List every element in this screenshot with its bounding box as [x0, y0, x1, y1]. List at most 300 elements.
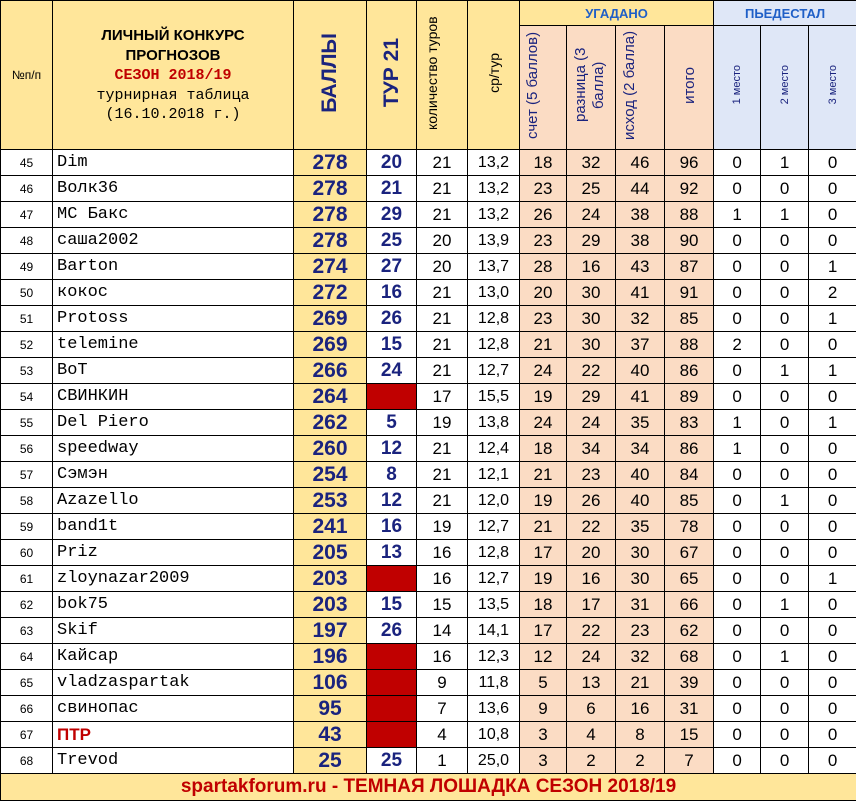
outcome-cell: 21 [616, 670, 665, 696]
place2-cell: 0 [761, 540, 809, 566]
place3-cell: 1 [809, 410, 856, 436]
outcome-cell: 31 [616, 592, 665, 618]
tour-cell: 24 [367, 358, 417, 384]
total-cell: 62 [665, 618, 714, 644]
place2-cell: 0 [761, 514, 809, 540]
tour-cell: 13 [367, 540, 417, 566]
outcome-cell: 44 [616, 176, 665, 202]
points-cell: 269 [294, 306, 367, 332]
diff-cell: 30 [567, 280, 616, 306]
player-name: Azazello [53, 488, 294, 514]
diff-cell: 29 [567, 228, 616, 254]
tours-count-cell: 21 [417, 488, 468, 514]
score-cell: 12 [520, 644, 567, 670]
place3-cell: 0 [809, 228, 856, 254]
outcome-cell: 2 [616, 748, 665, 774]
avg-cell: 13,8 [468, 410, 520, 436]
table-row [1, 514, 856, 540]
outcome-cell: 8 [616, 722, 665, 748]
score-cell: 21 [520, 514, 567, 540]
place3-cell: 1 [809, 566, 856, 592]
score-cell: 24 [520, 358, 567, 384]
outcome-cell: 16 [616, 696, 665, 722]
place2-cell: 1 [761, 150, 809, 176]
player-name: bok75 [53, 592, 294, 618]
score-cell: 19 [520, 566, 567, 592]
avg-cell: 13,9 [468, 228, 520, 254]
place1-cell: 0 [714, 150, 761, 176]
tour-cell: 25 [367, 748, 417, 774]
tours-count-cell: 21 [417, 176, 468, 202]
date-label: (16.10.2018 г.) [105, 106, 241, 123]
header-podium: ПЬЕДЕСТАЛ [714, 1, 856, 26]
place1-cell: 0 [714, 176, 761, 202]
place3-cell: 0 [809, 332, 856, 358]
table-row [1, 592, 856, 618]
diff-cell: 34 [567, 436, 616, 462]
outcome-cell: 34 [616, 436, 665, 462]
player-name: Сэмэн [53, 462, 294, 488]
tour-cell: 16 [367, 280, 417, 306]
table-row [1, 436, 856, 462]
header-tour: ТУР 21 [367, 1, 417, 150]
outcome-cell: 35 [616, 410, 665, 436]
outcome-cell: 30 [616, 566, 665, 592]
total-cell: 96 [665, 150, 714, 176]
avg-cell: 13,5 [468, 592, 520, 618]
table-row [1, 176, 856, 202]
title-line2: ПРОГНОЗОВ [125, 47, 221, 64]
diff-cell: 32 [567, 150, 616, 176]
total-cell: 39 [665, 670, 714, 696]
place2-cell: 0 [761, 748, 809, 774]
outcome-cell: 46 [616, 150, 665, 176]
place2-cell: 0 [761, 436, 809, 462]
diff-cell: 24 [567, 410, 616, 436]
score-cell: 21 [520, 462, 567, 488]
total-cell: 91 [665, 280, 714, 306]
diff-cell: 4 [567, 722, 616, 748]
total-cell: 78 [665, 514, 714, 540]
table-row [1, 410, 856, 436]
header-total: итого [665, 26, 714, 150]
tours-count-cell: 19 [417, 410, 468, 436]
header-place3: 3 место [809, 26, 856, 150]
place3-cell: 0 [809, 150, 856, 176]
tours-count-cell: 21 [417, 150, 468, 176]
diff-cell: 22 [567, 618, 616, 644]
place1-cell: 0 [714, 748, 761, 774]
place2-cell: 0 [761, 176, 809, 202]
total-cell: 67 [665, 540, 714, 566]
player-name: vladzaspartak [53, 670, 294, 696]
player-name: Dim [53, 150, 294, 176]
row-number: 51 [1, 306, 53, 332]
place1-cell: 0 [714, 722, 761, 748]
tours-count-cell: 21 [417, 202, 468, 228]
tours-count-cell: 16 [417, 566, 468, 592]
diff-cell: 30 [567, 332, 616, 358]
place1-cell: 0 [714, 280, 761, 306]
diff-cell: 22 [567, 514, 616, 540]
player-name: zloynazar2009 [53, 566, 294, 592]
avg-cell: 15,5 [468, 384, 520, 410]
place2-cell: 0 [761, 722, 809, 748]
tours-count-cell: 17 [417, 384, 468, 410]
outcome-cell: 32 [616, 644, 665, 670]
outcome-cell: 40 [616, 488, 665, 514]
player-name: Del Piero [53, 410, 294, 436]
diff-cell: 24 [567, 202, 616, 228]
tours-count-cell: 1 [417, 748, 468, 774]
place3-cell: 0 [809, 436, 856, 462]
tour-cell: 16 [367, 514, 417, 540]
score-cell: 17 [520, 540, 567, 566]
tour-cell [367, 566, 417, 592]
tours-count-cell: 21 [417, 462, 468, 488]
place2-cell: 1 [761, 202, 809, 228]
diff-cell: 29 [567, 384, 616, 410]
header-title [53, 1, 294, 150]
tours-count-cell: 21 [417, 332, 468, 358]
total-cell: 83 [665, 410, 714, 436]
row-number: 60 [1, 540, 53, 566]
row-number: 66 [1, 696, 53, 722]
diff-cell: 17 [567, 592, 616, 618]
player-name: СВИНКИН [53, 384, 294, 410]
points-cell: 253 [294, 488, 367, 514]
points-cell: 43 [294, 722, 367, 748]
diff-cell: 23 [567, 462, 616, 488]
place2-cell: 0 [761, 384, 809, 410]
row-number: 65 [1, 670, 53, 696]
place3-cell: 0 [809, 696, 856, 722]
place1-cell: 1 [714, 202, 761, 228]
table-row [1, 280, 856, 306]
tours-count-cell: 7 [417, 696, 468, 722]
points-cell: 278 [294, 176, 367, 202]
points-cell: 278 [294, 202, 367, 228]
points-cell: 205 [294, 540, 367, 566]
tour-cell [367, 384, 417, 410]
place1-cell: 0 [714, 358, 761, 384]
total-cell: 86 [665, 436, 714, 462]
row-number: 46 [1, 176, 53, 202]
table-row [1, 488, 856, 514]
total-cell: 66 [665, 592, 714, 618]
place3-cell: 0 [809, 462, 856, 488]
outcome-cell: 23 [616, 618, 665, 644]
place1-cell: 0 [714, 254, 761, 280]
outcome-cell: 32 [616, 306, 665, 332]
place1-cell: 2 [714, 332, 761, 358]
diff-cell: 6 [567, 696, 616, 722]
place2-cell: 0 [761, 696, 809, 722]
tours-count-cell: 16 [417, 644, 468, 670]
player-name: telemine [53, 332, 294, 358]
header-score: счет (5 баллов) [520, 26, 567, 150]
player-name: свинопас [53, 696, 294, 722]
diff-cell: 24 [567, 644, 616, 670]
title-line1: ЛИЧНЫЙ КОНКУРС [101, 27, 245, 44]
table-row [1, 644, 856, 670]
outcome-cell: 41 [616, 280, 665, 306]
table-row [1, 384, 856, 410]
diff-cell: 20 [567, 540, 616, 566]
place3-cell: 0 [809, 384, 856, 410]
diff-cell: 13 [567, 670, 616, 696]
score-cell: 18 [520, 436, 567, 462]
tours-count-cell: 21 [417, 280, 468, 306]
player-name: Protoss [53, 306, 294, 332]
place2-cell: 0 [761, 462, 809, 488]
diff-cell: 16 [567, 254, 616, 280]
header-guessed: УГАДАНО [520, 1, 714, 26]
place2-cell: 0 [761, 332, 809, 358]
player-name: кокос [53, 280, 294, 306]
diff-cell: 22 [567, 358, 616, 384]
place2-cell: 0 [761, 410, 809, 436]
player-name: ПТР [53, 722, 294, 748]
avg-cell: 12,4 [468, 436, 520, 462]
row-number: 49 [1, 254, 53, 280]
tour-cell: 12 [367, 436, 417, 462]
points-cell: 278 [294, 228, 367, 254]
place3-cell: 0 [809, 670, 856, 696]
table-row [1, 306, 856, 332]
tour-cell: 8 [367, 462, 417, 488]
place2-cell: 0 [761, 228, 809, 254]
diff-cell: 26 [567, 488, 616, 514]
diff-cell: 16 [567, 566, 616, 592]
outcome-cell: 38 [616, 202, 665, 228]
row-number: 45 [1, 150, 53, 176]
tours-count-cell: 14 [417, 618, 468, 644]
score-cell: 9 [520, 696, 567, 722]
place1-cell: 1 [714, 436, 761, 462]
player-name: BoT [53, 358, 294, 384]
score-cell: 18 [520, 592, 567, 618]
row-number: 67 [1, 722, 53, 748]
place2-cell: 0 [761, 618, 809, 644]
score-cell: 18 [520, 150, 567, 176]
total-cell: 89 [665, 384, 714, 410]
table-row [1, 358, 856, 384]
table-row [1, 670, 856, 696]
score-cell: 23 [520, 228, 567, 254]
header-place1: 1 место [714, 26, 761, 150]
tour-cell: 15 [367, 332, 417, 358]
place3-cell: 0 [809, 514, 856, 540]
tours-count-cell: 16 [417, 540, 468, 566]
points-cell: 203 [294, 566, 367, 592]
player-name: Barton [53, 254, 294, 280]
place1-cell: 0 [714, 488, 761, 514]
row-number: 58 [1, 488, 53, 514]
points-cell: 241 [294, 514, 367, 540]
score-cell: 3 [520, 722, 567, 748]
tours-count-cell: 9 [417, 670, 468, 696]
row-number: 47 [1, 202, 53, 228]
score-cell: 17 [520, 618, 567, 644]
points-cell: 264 [294, 384, 367, 410]
place3-cell: 0 [809, 202, 856, 228]
total-cell: 85 [665, 488, 714, 514]
tour-cell: 25 [367, 228, 417, 254]
tour-cell: 21 [367, 176, 417, 202]
score-cell: 20 [520, 280, 567, 306]
total-cell: 7 [665, 748, 714, 774]
points-cell: 269 [294, 332, 367, 358]
table-row [1, 202, 856, 228]
season-label: СЕЗОН 2018/19 [114, 67, 232, 84]
avg-cell: 25,0 [468, 748, 520, 774]
score-cell: 24 [520, 410, 567, 436]
row-number: 59 [1, 514, 53, 540]
place2-cell: 0 [761, 306, 809, 332]
points-cell: 278 [294, 150, 367, 176]
player-name: Priz [53, 540, 294, 566]
table-row [1, 254, 856, 280]
place3-cell: 1 [809, 254, 856, 280]
outcome-cell: 40 [616, 358, 665, 384]
player-name: band1t [53, 514, 294, 540]
diff-cell: 30 [567, 306, 616, 332]
total-cell: 90 [665, 228, 714, 254]
tour-cell: 29 [367, 202, 417, 228]
place3-cell: 0 [809, 540, 856, 566]
place3-cell: 0 [809, 748, 856, 774]
header-points: БАЛЛЫ [294, 1, 367, 150]
row-number: 62 [1, 592, 53, 618]
avg-cell: 13,2 [468, 176, 520, 202]
tours-count-cell: 15 [417, 592, 468, 618]
row-number: 48 [1, 228, 53, 254]
place2-cell: 1 [761, 592, 809, 618]
row-number: 53 [1, 358, 53, 384]
place1-cell: 0 [714, 514, 761, 540]
header-tours-count: количество туров [417, 1, 468, 150]
place1-cell: 0 [714, 696, 761, 722]
points-cell: 272 [294, 280, 367, 306]
place2-cell: 0 [761, 566, 809, 592]
player-name: MC Бакс [53, 202, 294, 228]
footer-banner: spartakforum.ru - ТЕМНАЯ ЛОШАДКА СЕЗОН 2018/19 [1, 774, 856, 801]
points-cell: 260 [294, 436, 367, 462]
avg-cell: 12,7 [468, 358, 520, 384]
table-row [1, 228, 856, 254]
player-name: speedway [53, 436, 294, 462]
total-cell: 31 [665, 696, 714, 722]
score-cell: 23 [520, 176, 567, 202]
score-cell: 19 [520, 384, 567, 410]
place1-cell: 0 [714, 540, 761, 566]
total-cell: 84 [665, 462, 714, 488]
outcome-cell: 30 [616, 540, 665, 566]
total-cell: 88 [665, 202, 714, 228]
row-number: 56 [1, 436, 53, 462]
place1-cell: 0 [714, 384, 761, 410]
place1-cell: 0 [714, 670, 761, 696]
header-outcome: исход (2 балла) [616, 26, 665, 150]
outcome-cell: 41 [616, 384, 665, 410]
tour-cell: 26 [367, 306, 417, 332]
avg-cell: 12,0 [468, 488, 520, 514]
points-cell: 203 [294, 592, 367, 618]
points-cell: 106 [294, 670, 367, 696]
avg-cell: 14,1 [468, 618, 520, 644]
place3-cell: 1 [809, 306, 856, 332]
table-row [1, 618, 856, 644]
score-cell: 26 [520, 202, 567, 228]
tours-count-cell: 20 [417, 228, 468, 254]
avg-cell: 13,6 [468, 696, 520, 722]
place1-cell: 0 [714, 618, 761, 644]
player-name: Кайсар [53, 644, 294, 670]
place2-cell: 1 [761, 644, 809, 670]
place3-cell: 0 [809, 644, 856, 670]
row-number: 61 [1, 566, 53, 592]
table-row [1, 722, 856, 748]
tour-cell: 20 [367, 150, 417, 176]
points-cell: 262 [294, 410, 367, 436]
avg-cell: 12,8 [468, 306, 520, 332]
table-row [1, 540, 856, 566]
place1-cell: 0 [714, 566, 761, 592]
avg-cell: 12,3 [468, 644, 520, 670]
subtitle-label: турнирная таблица [96, 87, 250, 104]
table-row [1, 150, 856, 176]
avg-cell: 13,7 [468, 254, 520, 280]
avg-cell: 10,8 [468, 722, 520, 748]
place3-cell: 0 [809, 592, 856, 618]
avg-cell: 12,1 [468, 462, 520, 488]
place3-cell: 0 [809, 618, 856, 644]
avg-cell: 11,8 [468, 670, 520, 696]
outcome-cell: 40 [616, 462, 665, 488]
tour-cell: 5 [367, 410, 417, 436]
tours-count-cell: 21 [417, 436, 468, 462]
header-diff: разница (3 балла) [567, 26, 616, 150]
row-number: 64 [1, 644, 53, 670]
total-cell: 88 [665, 332, 714, 358]
row-number: 57 [1, 462, 53, 488]
avg-cell: 13,2 [468, 202, 520, 228]
points-cell: 266 [294, 358, 367, 384]
diff-cell: 25 [567, 176, 616, 202]
points-cell: 254 [294, 462, 367, 488]
place1-cell: 1 [714, 410, 761, 436]
place3-cell: 0 [809, 488, 856, 514]
standings-body [1, 150, 856, 774]
player-name: саша2002 [53, 228, 294, 254]
player-name: Волк36 [53, 176, 294, 202]
tour-cell: 27 [367, 254, 417, 280]
points-cell: 196 [294, 644, 367, 670]
points-cell: 25 [294, 748, 367, 774]
tour-cell: 15 [367, 592, 417, 618]
score-cell: 23 [520, 306, 567, 332]
score-cell: 28 [520, 254, 567, 280]
place2-cell: 1 [761, 358, 809, 384]
table-row [1, 332, 856, 358]
tours-count-cell: 20 [417, 254, 468, 280]
player-name: Skif [53, 618, 294, 644]
score-cell: 5 [520, 670, 567, 696]
place1-cell: 0 [714, 306, 761, 332]
header-place2: 2 место [761, 26, 809, 150]
place1-cell: 0 [714, 592, 761, 618]
